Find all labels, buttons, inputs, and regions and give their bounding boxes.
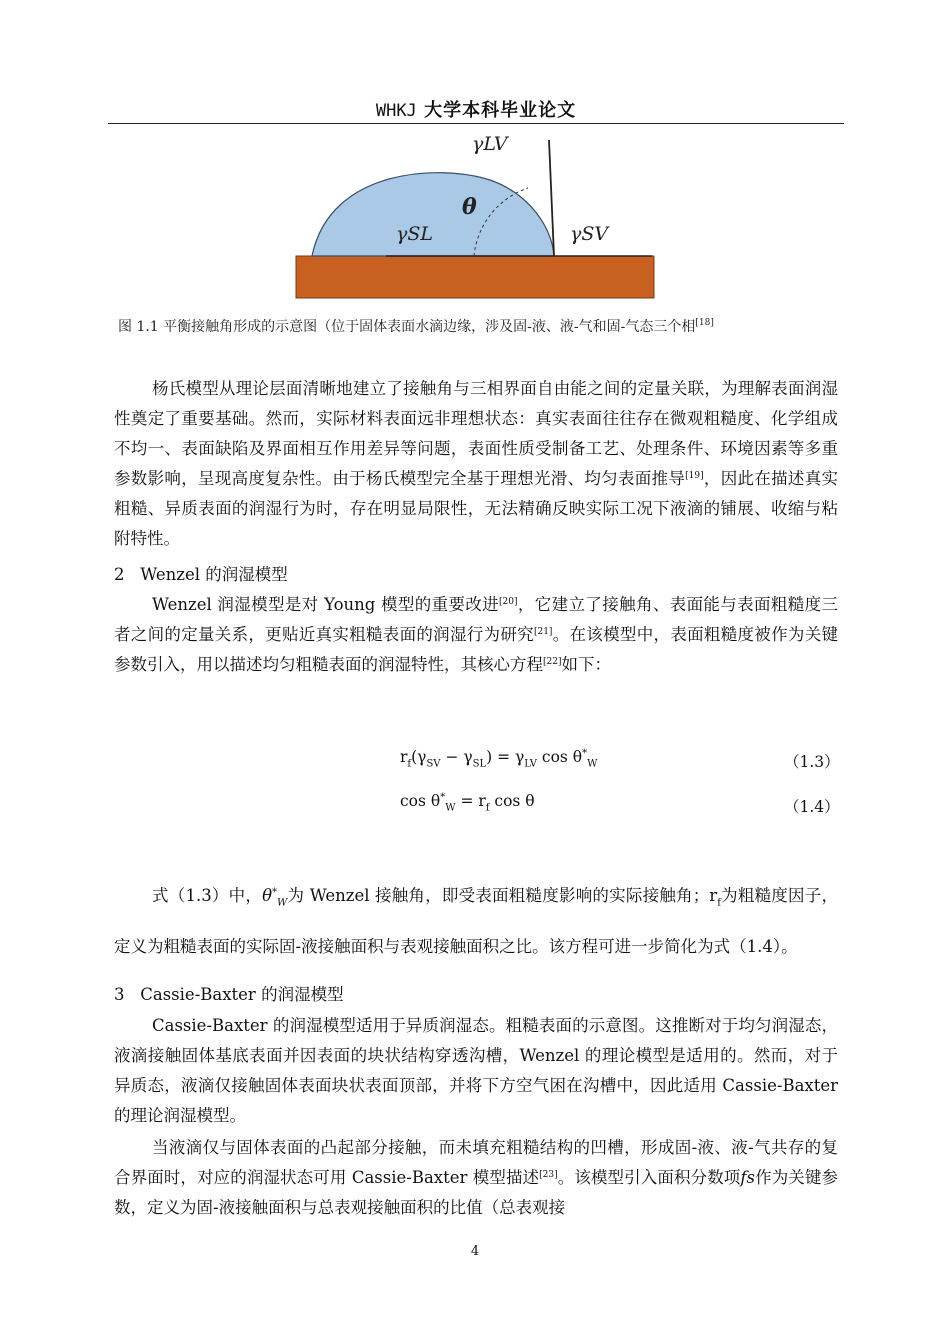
para1-text-2: ，因此在描述真实粗糙、异质表面的润湿行为时，存在明显局限性，无法精确反映实际工况下液滴的铺展、收缩与粘附特性。	[114, 469, 839, 548]
citation: [21]	[533, 627, 553, 637]
para2-text: Wenzel 润湿模型是对 Young 模型的重要改进	[152, 595, 500, 614]
para1-text: 杨氏模型从理论层面清晰地建立了接触角与三相界面自由能之间的定量关联，为理解表面润湿性奠定了重要基础。然而，实际材料表面远非理想状态：真实表面往往存在微观粗糙度、化学组成不均一、表面缺陷及界面相互作用差异等问题，表面性质受制备工艺、处理条件、环境因素等多重参数影响，呈现高度复杂性。由于杨氏模型完全基于理想光滑、均匀表面推导	[114, 379, 838, 488]
label-theta: θ	[462, 194, 477, 220]
equation-number: （1.4）	[784, 798, 840, 816]
equation-1-4: $\cos \theta^*_W = r_f$ cos θ	[400, 792, 535, 814]
para3-text: 式（1.3）中，	[152, 886, 263, 905]
heading-latin: Wenzel	[140, 565, 200, 584]
header-rule	[108, 123, 844, 124]
page-header	[108, 96, 844, 122]
citation: [20]	[499, 597, 518, 607]
section-heading-cassie	[114, 980, 344, 1010]
equation-number: （1.3）	[784, 753, 840, 771]
para2-text-3: 。在该模型中，表面粗糙度被作为关键参数引入，用以描述均匀粗糙表面的润湿特性，其核心方程	[114, 625, 839, 674]
heading-number: 3	[114, 985, 125, 1004]
theta-symbol: θ	[262, 886, 273, 905]
paragraph-equation-explanation: 式（1.3）中，$\theta^*_W$为 Wenzel 接触角，即受表面粗糙度影响的实际接触角；$r_f$为粗糙度因子，定义为粗糙表面的实际固-液接触面积与表观接触面积之比。该方程可进一步简化为式（1.4）。	[114, 886, 838, 957]
para4-text: Cassie-Baxter 的润湿模型适用于异质润湿态。粗糙表面的示意图。这推断对于均匀润湿态，液滴接触固体基底表面并因表面的块状结构穿透沟槽，Wenzel 的理论模型是适用的。然而，对于异质态，液滴仅接触固体表面块状表面顶部，并将下方空气困在沟槽中，因此适用 Cassie-Baxter 的理论润湿模型。	[114, 1016, 838, 1125]
citation: [23]	[539, 1170, 558, 1180]
paragraph-cassie-model	[114, 1133, 838, 1223]
para5-text-2: 。该模型引入面积分数项	[557, 1168, 741, 1187]
substrate	[296, 256, 654, 298]
caption-ref: [18]	[695, 318, 714, 328]
label-gamma-lv: γLV	[472, 133, 508, 155]
contact-angle-figure	[290, 128, 660, 300]
label-gamma-sv: γSV	[570, 223, 609, 245]
para5-text: 当液滴仅与固体表面的凸起部分接触，而未填充粗糙结构的凹槽，形成固-液、液-气共存的复合界面时，对应的润湿状态可用 Cassie-Baxter 模型描述	[114, 1138, 838, 1187]
heading-title: 的润湿模型	[200, 565, 288, 584]
para3-text-2: 为 Wenzel 接触角，即受表面粗糙度影响的实际接触角；r	[287, 886, 718, 905]
header-code: WHKJ	[375, 101, 417, 121]
para2-text-2: ，它建立了接触角、表面能与表面粗糙度三者之间的定量关系，更贴近真实粗糙表面的润湿行为研究	[114, 595, 838, 644]
figure-caption	[118, 316, 838, 336]
fs-symbol: fs	[740, 1168, 755, 1187]
paragraph-young-limitations	[114, 374, 838, 554]
header-title: 大学本科毕业论文	[424, 100, 577, 121]
equation-1-3: $r_f(\gamma_{SV} - \gamma_{SL}) = \gamma_{LV}$ $\cos \theta^*_W$	[400, 748, 598, 770]
page-number: 4	[470, 1244, 480, 1259]
para5-text-3: 作为关键参数，定义为固-液接触面积与总表观接触面积的比值（总表观接	[114, 1168, 839, 1217]
label-gamma-sl: γSL	[396, 223, 433, 245]
heading-number: 2	[114, 565, 125, 584]
paragraph-wenzel-intro	[114, 590, 838, 680]
citation: [22]	[543, 657, 562, 667]
heading-title: 的润湿模型	[255, 985, 344, 1004]
caption-text: 图 1.1 平衡接触角形成的示意图（位于固体表面水滴边缘，涉及固-液、液-气和固-气态三个相	[118, 319, 696, 335]
paragraph-cassie-intro	[114, 1011, 838, 1131]
citation: [19]	[685, 471, 704, 481]
para3-text-3: 为粗糙度因子，定义为粗糙表面的实际固-液接触面积与表观接触面积之比。该方程可进一步简化为式（1.4）。	[114, 886, 838, 957]
heading-latin: Cassie-Baxter	[140, 985, 256, 1004]
section-heading-wenzel	[114, 560, 288, 590]
para2-text-4: 如下：	[561, 655, 611, 674]
droplet	[312, 173, 554, 256]
